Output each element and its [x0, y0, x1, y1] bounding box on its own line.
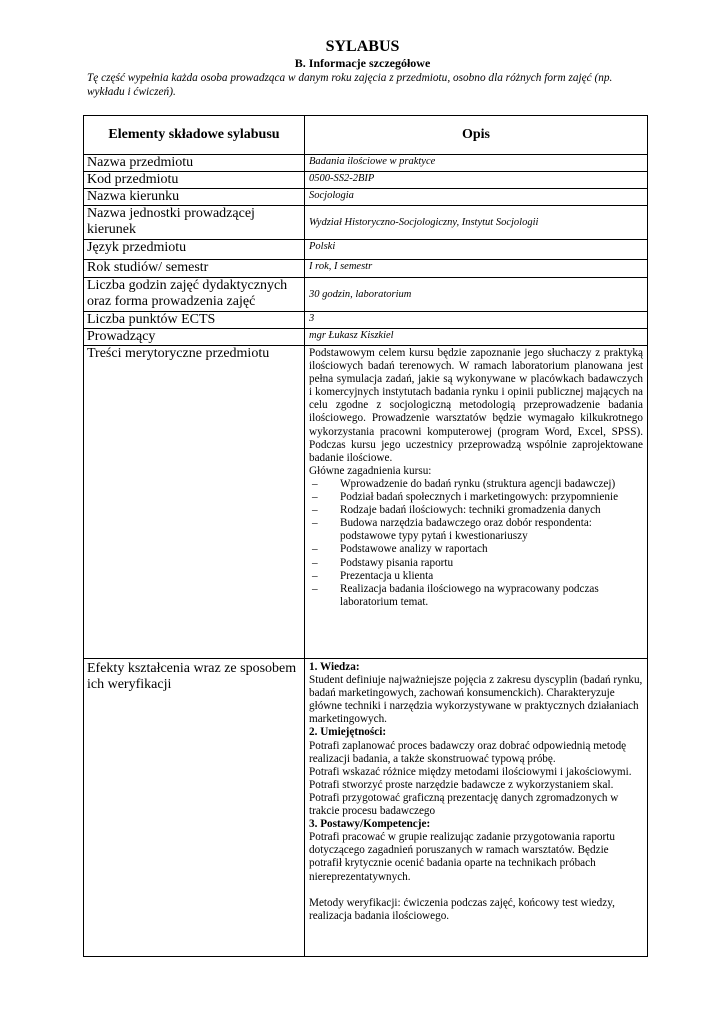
knowledge-text: Student definiuje najważniejsze pojęcia z zakresu dyscyplin (badań rynku, badań marketingowych, zachowań konsumenckich). Charakteryzuje główne techniki i narzędzia wykorzystywane w praktycznych działaniach marketingowych. [309, 674, 643, 726]
list-item: – Budowa narzędzia badawczego oraz dobór respondenta: podstawowe typy pytań i kwestionariuszy [309, 517, 643, 543]
knowledge-heading: 1. Wiedza: [309, 661, 360, 673]
page-title: SYLABUS [325, 38, 400, 55]
table-row [84, 155, 648, 172]
list-item: – Podstawy pisania raportu [309, 557, 643, 570]
row-label: Liczba godzin zajęć dydaktycznych oraz forma prowadzenia zajęć [84, 278, 305, 312]
effects-row [84, 659, 648, 957]
list-item: – Podział badań społecznych i marketingowych: przypomnienie [309, 491, 643, 504]
row-value: Badania ilościowe w praktyce [305, 155, 648, 172]
content-row [84, 346, 648, 659]
table-row [84, 206, 648, 240]
effects-description [305, 659, 648, 957]
row-label: Nazwa kierunku [84, 189, 305, 206]
row-value: 0500-SS2-2BIP [305, 172, 648, 189]
row-label: Język przedmiotu [84, 240, 305, 260]
column-header-description: Opis [305, 116, 648, 155]
table-row [84, 240, 648, 260]
row-value: I rok, I semestr [305, 260, 648, 278]
skills-heading: 2. Umiejętności: [309, 726, 387, 739]
skills-text-2: Potrafi wskazać różnice między metodami ilościowymi i jakościowymi. Potrafi stworzyć proste narzędzie badawcze z wykorzystaniem skal. Potrafi przygotować graficzną prezentację danych zgromadzonych w trakcie procesu badawczego [309, 765, 632, 818]
row-label: Efekty kształcenia wraz ze sposobem ich weryfikacji [84, 659, 305, 957]
list-item: – Realizacja badania ilościowego na wypracowany podczas laboratorium temat. [309, 583, 643, 609]
row-value: Wydział Historyczno-Socjologiczny, Instytut Socjologii [305, 206, 648, 240]
table-row [84, 189, 648, 206]
competences-heading: 3. Postawy/Kompetencje: [309, 818, 431, 831]
row-label: Nazwa jednostki prowadzącej kierunek [84, 206, 305, 240]
table-row [84, 278, 648, 312]
row-label: Treści merytoryczne przedmiotu [84, 346, 305, 659]
row-label: Liczba punktów ECTS [84, 312, 305, 329]
syllabus-table [83, 115, 648, 957]
skills-text-1: Potrafi zaplanować proces badawczy oraz dobrać odpowiednią metodę realizacji badania, a także skonstruować typową próbę. [309, 739, 627, 765]
list-item: – Prezentacja u klienta [309, 570, 643, 583]
course-intro: Podstawowym celem kursu będzie zapoznanie jego słuchaczy z praktyką ilościowych badań terenowych. W ramach laboratorium planowana jest pełna symulacja zadań, jakie są wykonywane w placówkach badawczych i komercyjnych instytutach badania rynku i opinii publicznej mających na celu zgodne z socjologiczną metodologią przeprowadzenie badania ilościowego. Prowadzenie warsztatów będzie wymagało kilkukrotnego wykorzystania pracowni komputerowej (program Word, Excel, SPSS). Podczas kursu jego uczestnicy przeprowadzą wspólnie zaprojektowane badanie ilościowe. [309, 347, 643, 464]
table-row [84, 172, 648, 189]
row-value: 30 godzin, laboratorium [305, 278, 648, 312]
row-label: Kod przedmiotu [84, 172, 305, 189]
verification-methods: Metody weryfikacji: ćwiczenia podczas zajęć, końcowy test wiedzy, realizacja badania ilościowego. [309, 896, 615, 922]
table-row [84, 260, 648, 278]
instruction-note: Tę część wypełnia każda osoba prowadząca w danym roku zajęcia z przedmiotu, osobno dla różnych form zajęć (np. wykładu i ćwiczeń). [87, 72, 613, 98]
topics-heading: Główne zagadnienia kursu: [309, 464, 432, 477]
row-value: Socjologia [305, 189, 648, 206]
list-item: – Wprowadzenie do badań rynku (struktura agencji badawczej) [309, 478, 643, 491]
table-row [84, 312, 648, 329]
row-label: Rok studiów/ semestr [84, 260, 305, 278]
content-description [305, 346, 648, 659]
list-item: – Podstawowe analizy w raportach [309, 543, 643, 556]
topics-list [309, 478, 643, 609]
row-label: Prowadzący [84, 329, 305, 346]
row-value: Polski [305, 240, 648, 260]
row-label: Nazwa przedmiotu [84, 155, 305, 172]
row-value: 3 [305, 312, 648, 329]
section-subtitle: B. Informacje szczegółowe [294, 56, 431, 70]
column-header-elements: Elementy składowe sylabusu [84, 116, 305, 155]
list-item: – Rodzaje badań ilościowych: techniki gromadzenia danych [309, 504, 643, 517]
table-row [84, 329, 648, 346]
table-header-row [84, 116, 648, 155]
row-value: mgr Łukasz Kiszkiel [305, 329, 648, 346]
competences-text: Potrafi pracować w grupie realizując zadanie przygotowania raportu dotyczącego zagadnień poruszanych w ramach warsztatów. Będzie potrafił krytycznie ocenić badania oparte na technikach próbach niereprezentatywnych. [309, 831, 615, 883]
